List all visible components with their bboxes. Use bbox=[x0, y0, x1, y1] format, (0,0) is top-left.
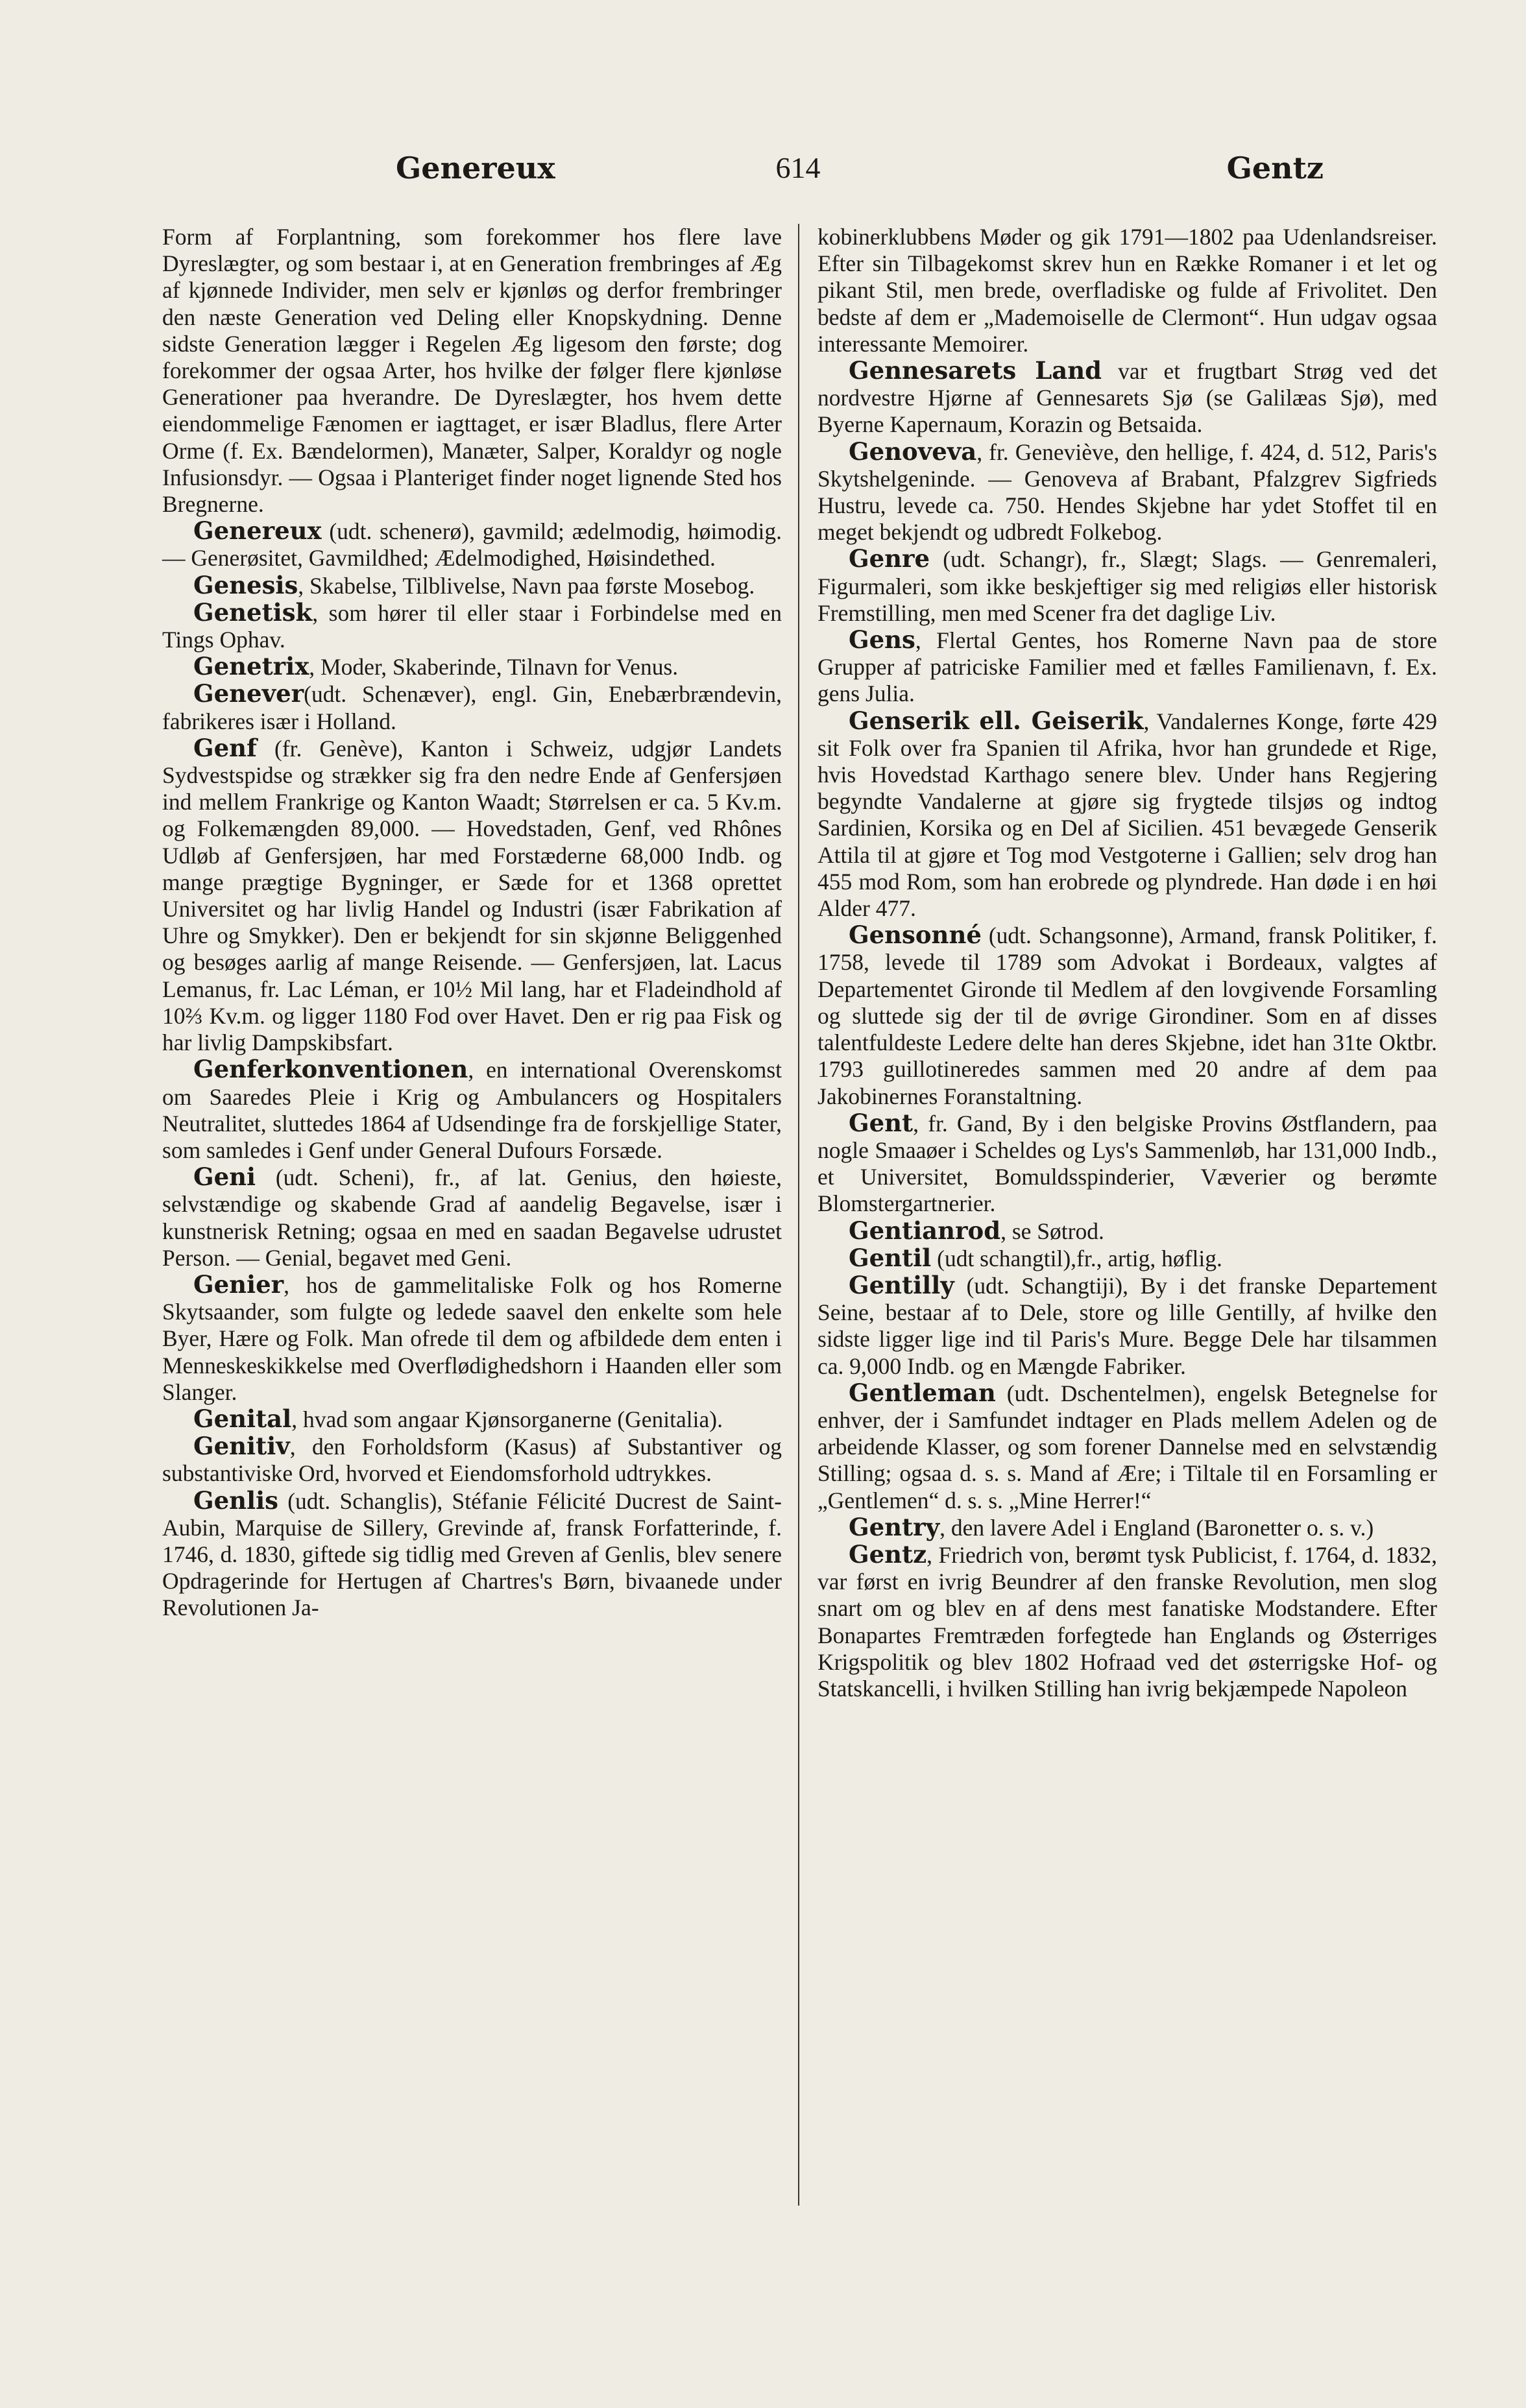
entry-text: , hos de gammelitaliske Folk og hos Romerne Skytsaander, som fulgte og ledede saavel den enkelte som hele Byer, Hære og Folk. Man ofrede til dem og afbildede dem enten i Menneskeskikkelse med Overflødighedshorn i Haanden eller som Slanger. bbox=[162, 1271, 782, 1405]
entry-text: , den Forholdsform (Kasus) af Substantiver og substantiviske Ord, hvorved et Eiendomsforhold udtrykkes. bbox=[162, 1434, 782, 1487]
entry-headword: Gentilly bbox=[849, 1270, 954, 1299]
dictionary-entry bbox=[818, 357, 1437, 439]
entry-text: (udt. Dschentelmen), engelsk Betegnelse for enhver, der i Samfundet indtager en Plads mellem Adelen og de arbeidende Klasser, og som forener Dannelse med en selvstændig Stilling; ogsaa d. s. s. Mand af Ære; i Tiltale til en Forsamling er „Gentlemen“ d. s. s. „Mine Herrer!“ bbox=[818, 1380, 1437, 1513]
dictionary-entry bbox=[162, 735, 782, 1056]
entry-text: kobinerklubbens Møder og gik 1791—1802 paa Udenlandsreiser. Efter sin Tilbagekomst skrev hun en Række Romaner i et let og pikant Stil, men brede, overfladiske og fulde af Frivolitet. Den bedste af dem er „Mademoiselle de Clermont“. Hun udgav ogsaa interessante Memoirer. bbox=[818, 224, 1437, 357]
entry-headword: Genlis bbox=[193, 1486, 278, 1515]
left-column bbox=[162, 224, 782, 1622]
entry-headword: Genier bbox=[193, 1270, 284, 1299]
dictionary-entry bbox=[162, 599, 782, 653]
entry-text: (udt. Schangr), fr., Slægt; Slags. — Genremaleri, Figurmaleri, som ikke beskjeftiger sig med religiøs eller historisk Fremstilling, men med Scener fra det daglige Liv. bbox=[818, 546, 1437, 626]
entry-headword: Gensonné bbox=[849, 921, 982, 950]
entry-headword: Genetisk bbox=[193, 597, 313, 627]
entry-text: , hvad som angaar Kjønsorganerne (Genitalia). bbox=[291, 1406, 723, 1432]
entry-headword: Geni bbox=[193, 1162, 256, 1192]
dictionary-entry bbox=[818, 627, 1437, 708]
entry-text: , den lavere Adel i England (Baronetter o. s. v.) bbox=[939, 1514, 1374, 1541]
dictionary-entry bbox=[818, 1218, 1437, 1245]
dictionary-entry bbox=[818, 224, 1437, 357]
entry-text: (udt schangtil),fr., artig, høflig. bbox=[931, 1245, 1222, 1271]
entry-text: , se Søtrod. bbox=[1000, 1218, 1104, 1244]
dictionary-entry bbox=[162, 653, 782, 680]
dictionary-entry bbox=[818, 1272, 1437, 1380]
entry-headword: Gentry bbox=[849, 1512, 940, 1541]
dictionary-entry bbox=[818, 1380, 1437, 1514]
entry-headword: Genf bbox=[193, 733, 257, 762]
header-right-guideword: Gentz bbox=[1226, 150, 1324, 186]
dictionary-entry bbox=[818, 546, 1437, 627]
entry-headword: Genereux bbox=[193, 516, 322, 546]
dictionary-entry bbox=[818, 1245, 1437, 1272]
dictionary-entry bbox=[162, 224, 782, 518]
entry-text: (udt. Scheni), fr., af lat. Genius, den høieste, selvstændige og skabende Grad af aandelig Begavelse, især i kunstnerisk Retning; ogsaa en med en saadan Begavelse udrustet Person. — Genial, begavet med Geni. bbox=[162, 1164, 782, 1271]
dictionary-entry bbox=[162, 1406, 782, 1433]
entry-text: , en international Overenskomst om Saaredes Pleie i Krig og Ambulancers og Hospitalers Neutralitet, sluttedes 1864 af Udsendinge fra de forskjellige Stater, som samledes i Genf under General Dufours Forsæde. bbox=[162, 1057, 782, 1163]
dictionary-entry bbox=[818, 1541, 1437, 1702]
entry-text: var et frugtbart Strøg ved det nordvestre Hjørne af Gennesarets Sjø (se Galilæas Sjø), med Byerne Kapernaum, Korazin og Betsaida. bbox=[818, 358, 1438, 438]
entry-text: , som hører til eller staar i Forbindelse med en Tings Ophav. bbox=[162, 599, 782, 653]
entry-text: , Skabelse, Tilblivelse, Navn paa første Mosebog. bbox=[298, 572, 755, 599]
running-header bbox=[162, 150, 1434, 202]
entry-text: , Friedrich von, berømt tysk Publicist, f. 1764, d. 1832, var først en ivrig Beundrer af den franske Revolution, men slog snart om og blev en af dens mest fanatiske Modstandere. Efter Bonapartes Fremtræden forfegtede han Englands og Østerriges Krigspolitik og blev 1802 Hofraad ved det østerrigske Hof- og Statskancelli, i hvilken Stilling han ivrig bekjæmpede Napoleon bbox=[818, 1541, 1437, 1702]
entry-headword: Genitiv bbox=[193, 1432, 290, 1461]
dictionary-entry bbox=[162, 518, 782, 572]
entry-headword: Genital bbox=[193, 1404, 292, 1433]
entry-headword: Genoveva bbox=[849, 437, 977, 466]
dictionary-entry bbox=[818, 439, 1437, 546]
entry-text: (udt. Schenæver), engl. Gin, Enebærbrændevin, fabrikeres især i Holland. bbox=[162, 681, 782, 734]
entry-headword: Genesis bbox=[193, 570, 298, 599]
entry-headword: Gentianrod bbox=[849, 1216, 1001, 1245]
dictionary-entry bbox=[162, 680, 782, 734]
entry-text: (fr. Genève), Kanton i Schweiz, udgjør Landets Sydvestspidse og strækker sig fra den nedre Ende af Genfersjøen ind mellem Frankrige og Kanton Waadt; Størrelsen er ca. 5 Kv.m. og Folkemængden 89,000. — Hovedstaden, Genf, ved Rhônes Udløb af Genfersjøen, har med Forstæderne 68,000 Indb. og mange prægtige Bygninger, er Sæde for et 1368 oprettet Universitet og har livlig Handel og Industri (især Fabrikation af Uhre og Smykker). Den er bekjendt for sin skjønne Beliggenhed og besøges aarlig af mange Reisende. — Genfersjøen, lat. Lacus Lemanus, fr. Lac Léman, er 10½ Mil lang, har et Fladeindhold af 10⅔ Kv.m. og ligger 1180 Fod over Havet. Den er rig paa Fisk og har livlig Dampskibsfart. bbox=[162, 735, 782, 1056]
entry-headword: Gentleman bbox=[849, 1378, 996, 1407]
dictionary-entry bbox=[162, 1056, 782, 1164]
dictionary-entry bbox=[818, 922, 1437, 1109]
column-divider bbox=[798, 224, 799, 2206]
entry-headword: Genetrix bbox=[193, 652, 309, 681]
entry-headword: Gens bbox=[849, 625, 915, 655]
dictionary-entry bbox=[162, 1271, 782, 1406]
dictionary-entry bbox=[162, 572, 782, 599]
entry-headword: Gentil bbox=[849, 1243, 932, 1272]
entry-text: Form af Forplantning, som forekommer hos flere lave Dyreslægter, og som bestaar i, at en Generation frembringes af Æg af kjønnede Individer, men selv er kjønløs og derfor frembringer den næste Generation ved Deling eller Knopskydning. Denne sidste Generation lægger i Regelen Æg ligesom den første; dog forekommer der ogsaa Arter, hos hvilke der følger flere kjønløse Generationer paa hverandre. De Dyreslægter, hos hvem dette eiendommelige Fænomen er iagttaget, er især Bladlus, flere Arter Orme (f. Ex. Bændelormen), Manæter, Salper, Koraldyr og nogle Infusionsdyr. — Ogsaa i Planteriget finder noget lignende Sted hos Bregnerne. bbox=[162, 224, 782, 518]
dictionary-entry bbox=[162, 1433, 782, 1487]
entry-text: (udt. schenerø), gavmild; ædelmodig, høimodig. — Generøsitet, Gavmildhed; Ædelmodighed, Høisindethed. bbox=[162, 518, 782, 572]
dictionary-entry bbox=[162, 1487, 782, 1622]
entry-headword: Gennesarets Land bbox=[849, 356, 1102, 385]
entry-headword: Genever bbox=[193, 679, 304, 708]
entry-headword: Genferkonventionen bbox=[193, 1055, 468, 1084]
dictionary-entry bbox=[818, 1514, 1437, 1541]
entry-headword: Genserik ell. Geiserik bbox=[849, 706, 1144, 735]
dictionary-entry bbox=[818, 1110, 1437, 1218]
page-number: 614 bbox=[775, 151, 821, 184]
entry-text: (udt. Schangsonne), Armand, fransk Politiker, f. 1758, levede til 1789 som Advokat i Bordeaux, valgtes af Departementet Gironde til Medlem af den lovgivende Forsamling og sluttede sig der til de øvrige Girondiner. Som en af disses talentfuldeste Ledere delte han deres Skjebne, idet han 31te Oktbr. 1793 guillotineredes sammen med 20 andre af dem paa Jakobinernes Foranstaltning. bbox=[818, 922, 1437, 1109]
entry-text: , Vandalernes Konge, førte 429 sit Folk over fra Spanien til Afrika, hvor han grundede et Rige, hvis Hovedstad Karthago senere blev. Under hans Regjering begyndte Vandalerne at gjøre sig frygtede tilsjøs og indtog Sardinien, Korsika og en Del af Sicilien. 451 bevægede Genserik Attila til at gjøre et Tog mod Vestgoterne i Gallien; selv drog han 455 mod Rom, som han erobrede og plyndrede. Han døde i en høi Alder 477. bbox=[818, 708, 1437, 922]
entry-headword: Genre bbox=[849, 544, 930, 573]
entry-headword: Gentz bbox=[849, 1539, 927, 1569]
entry-text: , Moder, Skaberinde, Tilnavn for Venus. bbox=[309, 654, 679, 680]
entry-text: , Flertal Gentes, hos Romerne Navn paa de store Grupper af patriciske Familier med et fælles Familienavn, f. Ex. gens Julia. bbox=[818, 627, 1437, 707]
entry-text: (udt. Schangtiji), By i det franske Departement Seine, bestaar af to Dele, store og lille Gentilly, af hvilke den sidste ligger lige ind til Paris's Mure. Begge Dele har tilsammen ca. 9,000 Indb. og en Mængde Fabriker. bbox=[818, 1272, 1437, 1379]
entry-text: , fr. Gand, By i den belgiske Provins Østflandern, paa nogle Smaaøer i Scheldes og Lys's Sammenløb, har 131,000 Indb., et Universitet, Bomuldsspinderier, Væverier og berømte Blomstergartnerier. bbox=[818, 1110, 1437, 1217]
header-left-guideword: Genereux bbox=[396, 150, 555, 186]
dictionary-entry bbox=[162, 1164, 782, 1271]
entry-text: , fr. Geneviève, den hellige, f. 424, d. 512, Paris's Skytshelgeninde. — Genoveva af Brabant, Pfalzgrev Sigfrieds Hustru, levede ca. 750. Hendes Skjebne har ydet Stoffet til en meget bekjendt og udbredt Folkebog. bbox=[818, 439, 1437, 546]
dictionary-entry bbox=[818, 708, 1437, 922]
right-column bbox=[818, 224, 1437, 1702]
entry-text: (udt. Schanglis), Stéfanie Félicité Ducrest de Saint-Aubin, Marquise de Sillery, Grevinde af, fransk Forfatterinde, f. 1746, d. 1830, giftede sig tidlig med Greven af Genlis, blev senere Opdragerinde for Hertugen af Chartres's Børn, bivaanede under Revolutionen Ja- bbox=[162, 1487, 782, 1621]
entry-headword: Gent bbox=[849, 1108, 914, 1137]
